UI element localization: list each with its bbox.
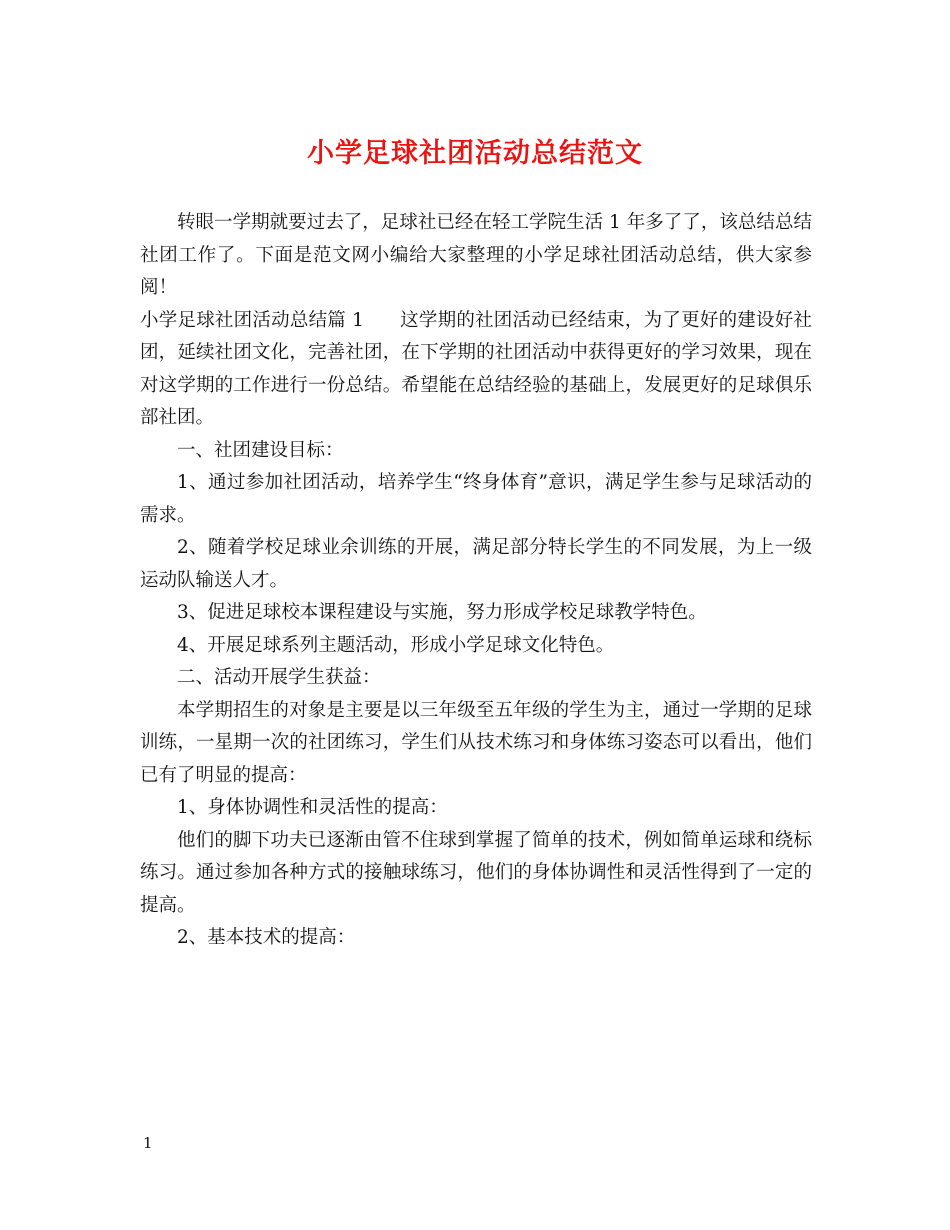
goal-item-2: 2、随着学校足球业余训练的开展，满足部分特长学生的不同发展，为上一级运动队输送人才。 [140, 537, 812, 591]
page-number: 1 [143, 1134, 153, 1152]
benefits-paragraph: 本学期招生的对象是主要是以三年级至五年级的学生为主，通过一学期的足球训练，一星期一次的社团练习，学生们从技术练习和身体练习姿态可以看出，他们已有了明显的提高： [140, 699, 812, 786]
goals-heading: 一、社团建设目标： [177, 439, 344, 461]
goal-item-4: 4、开展足球系列主题活动，形成小学足球文化特色。 [177, 634, 615, 656]
section-heading: 小学足球社团活动总结篇 1 [140, 309, 364, 331]
benefit-item-1-text: 他们的脚下功夫已逐渐由管不住球到掌握了简单的技术，例如简单运球和绕标练习。通过参加各种方式的接触球练习，他们的身体协调性和灵活性得到了一定的提高。 [140, 829, 812, 916]
benefit-item-2-heading: 2、基本技术的提高： [177, 927, 356, 948]
goal-item-1: 1、通过参加社团活动，培养学生“终身体育”意识，满足学生参与足球活动的需求。 [140, 472, 812, 526]
goal-item-3: 3、促进足球校本课程建设与实施，努力形成学校足球教学特色。 [177, 602, 707, 623]
section-paragraph [140, 305, 812, 435]
benefits-heading: 二、活动开展学生获益： [177, 667, 381, 688]
document-body [140, 207, 812, 955]
section-intro-text: 这学期的社团活动已经结束，为了更好的建设好社团，延续社团文化，完善社团，在下学期的社团活动中获得更好的学习效果，现在对这学期的工作进行一份总结。希望能在总结经验的基础上，发展更好的足球俱乐部社团。 [140, 309, 812, 428]
intro-paragraph: 转眼一学期就要过去了，足球社已经在轻工学院生活 1 年多了了，该总结总结社团工作了。下面是范文网小编给大家整理的小学足球社团活动总结，供大家参阅！ [140, 212, 812, 298]
document-title: 小学足球社团活动总结范文 [307, 138, 643, 169]
benefit-item-1-heading: 1、身体协调性和灵活性的提高： [177, 797, 448, 818]
